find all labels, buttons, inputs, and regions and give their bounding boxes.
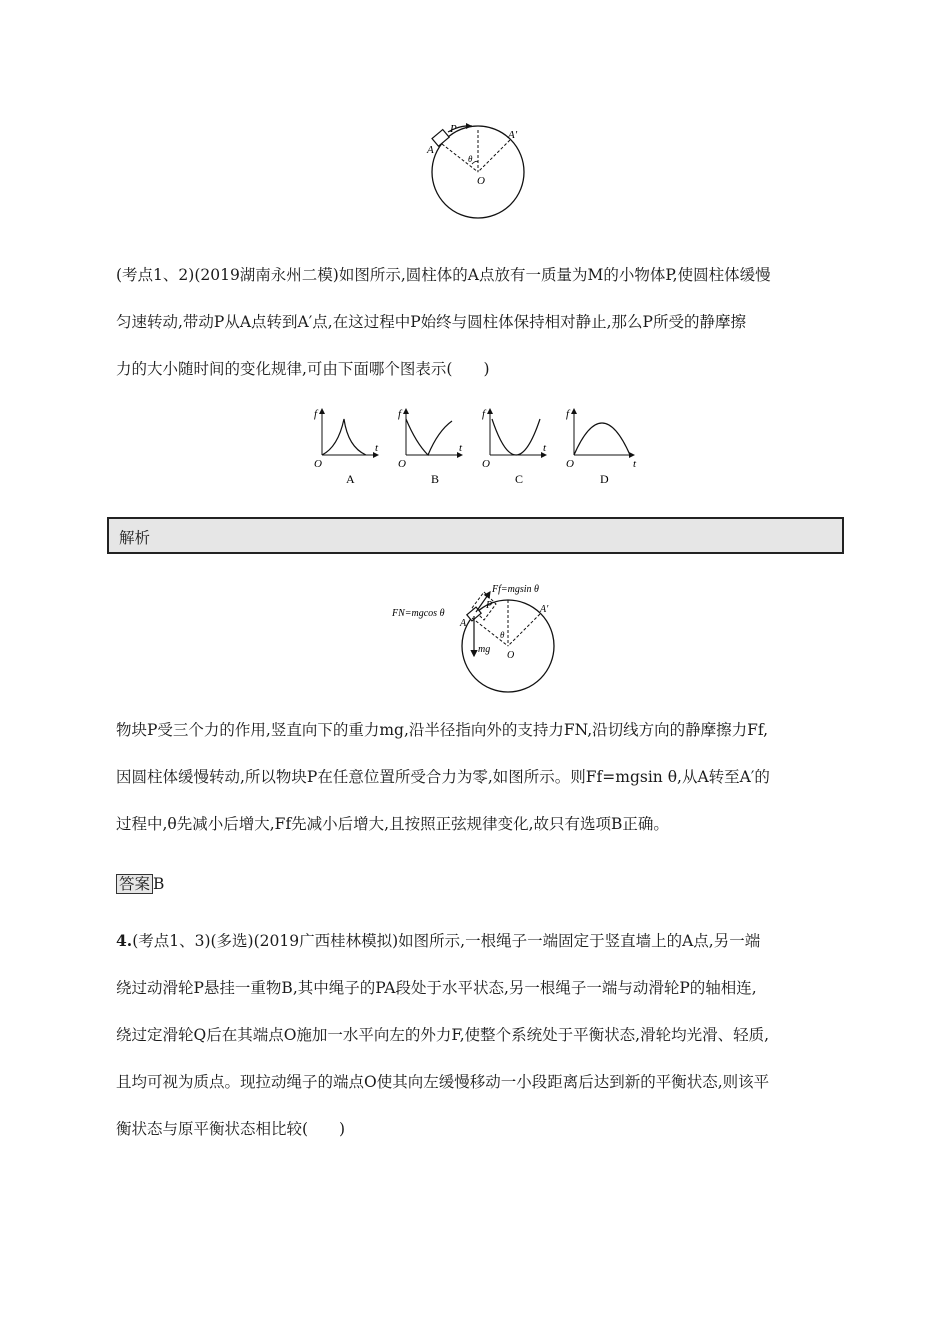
svg-text:O: O <box>314 458 322 470</box>
svg-text:f: f <box>482 408 486 420</box>
label-o: O <box>477 175 485 187</box>
label-theta: θ <box>468 154 473 164</box>
svg-text:O: O <box>398 458 406 470</box>
label-theta: θ <box>500 630 505 640</box>
svg-text:t: t <box>633 458 637 470</box>
answer-row <box>116 872 164 894</box>
label-o: O <box>507 650 515 661</box>
question4-line: 绕过定滑轮Q后在其端点O施加一水平向左的外力F,使整个系统处于平衡状态,滑轮均光滑、轻质, <box>116 1026 770 1044</box>
analysis-header-label: 解析 <box>119 529 151 547</box>
cylinder-figure <box>420 122 530 222</box>
analysis-line: 物块P受三个力的作用,竖直向下的重力mg,沿半径指向外的支持力FN,沿切线方向的静摩擦力Ff, <box>116 721 769 739</box>
analysis-line: 过程中,θ先减小后增大,Ff先减小后增大,且按照正弦规律变化,故只有选项B正确。 <box>116 815 669 833</box>
svg-text:O: O <box>482 458 490 470</box>
svg-text:O: O <box>566 458 574 470</box>
svg-text:f: f <box>398 408 402 420</box>
graph-a <box>314 408 379 486</box>
graph-c <box>482 408 547 486</box>
question4-line: 绕过动滑轮P悬挂一重物B,其中绳子的PA段处于水平状态,另一根绳子一端与动滑轮P的轴相连, <box>116 979 757 997</box>
question4-line: 4.(考点1、3)(多选)(2019广西桂林模拟)如图所示,一根绳子一端固定于竖直墙上的A点,另一端 <box>116 931 761 950</box>
question4-line: 衡状态与原平衡状态相比较( ) <box>116 1120 346 1138</box>
label-a-prime: A′ <box>508 129 518 141</box>
svg-text:A: A <box>346 472 355 486</box>
option-graphs <box>308 405 648 490</box>
question3-line: (考点1、2)(2019湖南永州二模)如图所示,圆柱体的A点放有一质量为M的小物体P,使圆柱体缓慢 <box>116 266 771 284</box>
graph-b <box>398 408 463 486</box>
analysis-line: 因圆柱体缓慢转动,所以物块P在任意位置所受合力为零,如图所示。则Ff=mgsin θ,从A转至A′的 <box>116 768 770 786</box>
label-a: A <box>460 618 467 629</box>
answer-tag: 答案 <box>116 874 153 894</box>
svg-text:C: C <box>515 472 524 486</box>
svg-text:t: t <box>459 442 463 454</box>
analysis-figure <box>390 578 590 698</box>
question3-line: 匀速转动,带动P从A点转到A′点,在这过程中P始终与圆柱体保持相对静止,那么P所受的静摩擦 <box>116 313 746 331</box>
label-a: A <box>427 144 434 156</box>
label-ff: Ff=mgsin θ <box>492 584 539 595</box>
svg-text:B: B <box>431 472 440 486</box>
svg-text:D: D <box>600 472 609 486</box>
graph-d <box>566 408 637 486</box>
label-a-prime: A′ <box>540 604 549 615</box>
answer-value: B <box>153 875 165 893</box>
question4-number: 4. <box>116 931 133 950</box>
analysis-header <box>107 517 844 554</box>
analysis-text <box>116 707 836 848</box>
label-mg: mg <box>478 644 491 655</box>
svg-text:t: t <box>543 442 547 454</box>
question4-text <box>116 917 836 1153</box>
label-fn: FN=mgcos θ <box>392 608 445 619</box>
svg-text:t: t <box>375 442 379 454</box>
svg-text:f: f <box>566 408 570 420</box>
svg-text:f: f <box>314 408 318 420</box>
label-p: P <box>486 600 493 611</box>
question4-line: 且均可视为质点。现拉动绳子的端点O使其向左缓慢移动一小段距离后达到新的平衡状态,则该平 <box>116 1073 770 1091</box>
label-p: P <box>450 123 457 135</box>
question3-line: 力的大小随时间的变化规律,可由下面哪个图表示( ) <box>116 360 490 378</box>
question3-text <box>116 252 836 393</box>
